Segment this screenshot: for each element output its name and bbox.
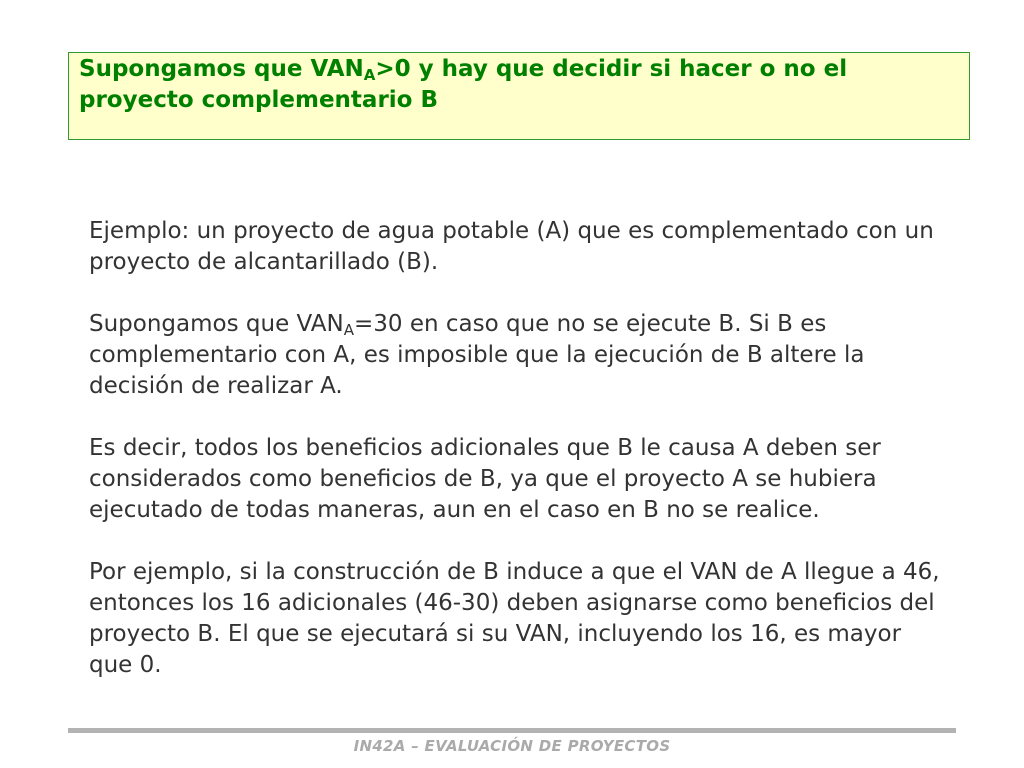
title-part2: >0 y hay que decidir si hacer o no el proyecto complementario B: [79, 56, 848, 113]
slide-body: [89, 216, 949, 712]
p2-part2: =30 en caso que no se ejecute B. Si B es complementario con A, es imposible que la ejecución de B altere la decisión de realizar A.: [89, 311, 865, 399]
p2-part1: Supongamos que VAN: [89, 311, 344, 337]
slide-title: [79, 53, 959, 116]
title-subscript: A: [363, 66, 376, 84]
paragraph-assumption: [89, 309, 949, 402]
paragraph-benefits: Es decir, todos los beneficios adicionales que B le causa A deben ser considerados como beneficios de B, ya que el proyecto A se hubiera ejecutado de todas maneras, aun en el caso en B no se realice.: [89, 435, 881, 523]
footer-divider: [68, 728, 956, 733]
title-box: [68, 52, 970, 140]
footer-course-label: IN42A – EVALUACIÓN DE PROYECTOS: [353, 737, 671, 755]
p2-subscript: A: [343, 321, 354, 339]
paragraph-numeric-example: Por ejemplo, si la construcción de B induce a que el VAN de A llegue a 46, entonces los 16 adicionales (46-30) deben asignarse como beneficios del proyecto B. El que se ejecutará si su VAN, incluyendo los 16, es mayor que 0.: [89, 559, 940, 678]
title-part1: Supongamos que VAN: [79, 56, 364, 82]
paragraph-example: Ejemplo: un proyecto de agua potable (A) que es complementado con un proyecto de alcantarillado (B).: [89, 218, 934, 275]
